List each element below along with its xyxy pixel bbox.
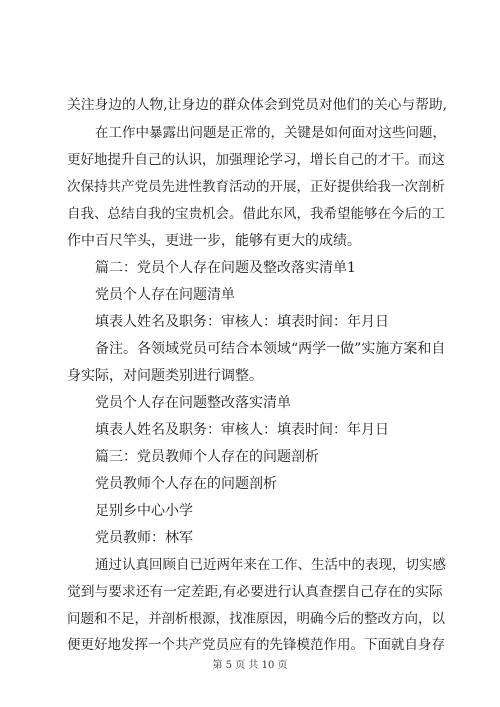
form-line: 填表人姓名及职务：审核人：填表时间：年月日 [95,314,389,330]
text-line: 觉到与要求还有一定差距,有必要进行认真查摆自己存在的实际 [67,584,443,600]
page-footer: 第 5 页 共 10 页 [212,660,288,671]
section-heading: 篇三：党员教师个人存在的问题剖析 [95,449,319,465]
text-line: 问题和不足，并剖析根源，找准原因，明确今后的整改方向，以 [67,611,445,627]
text-line: 在工作中暴露出问题是正常的，关键是如何面对这些问题， [95,125,446,141]
text-line: 作中百尺竿头，更进一步，能够有更大的成绩。 [67,233,361,249]
text-line: 自我、总结自我的宝贵机会。借此东风，我希望能够在今后的工 [67,206,445,222]
note-line: 备注。各领域党员可结合本领域“两学一做”实施方案和自 [95,341,446,357]
author-line: 党员教师：林军 [95,530,193,546]
text-line: 关注身边的人物,让身边的群众体会到党员对他们的关心与帮助, [67,97,447,113]
school-name: 足别乡中心小学 [95,503,193,519]
subheading: 党员教师个人存在的问题剖析 [95,476,277,492]
subheading: 党员个人存在问题清单 [95,287,235,303]
text-line: 次保持共产党员先进性教育活动的开展，正好提供给我一次剖析 [67,179,445,195]
text-line: 便更好地发挥一个共产党员应有的先锋模范作用。下面就自身存 [67,637,445,653]
text-line: 通过认真回顾自已近两年来在工作、生活中的表现，切实感 [95,557,446,573]
subheading: 党员个人存在问题整改落实清单 [95,395,291,411]
form-line: 填表人姓名及职务：审核人：填表时间：年月日 [95,422,389,438]
text-line: 更好地提升自己的认识，加强理论学习，增长自己的才干。而这 [67,152,445,168]
text-line: 身实际，对问题类别进行调整。 [67,368,263,384]
section-heading: 篇二：党员个人存在问题及整改落实清单1 [95,260,356,276]
